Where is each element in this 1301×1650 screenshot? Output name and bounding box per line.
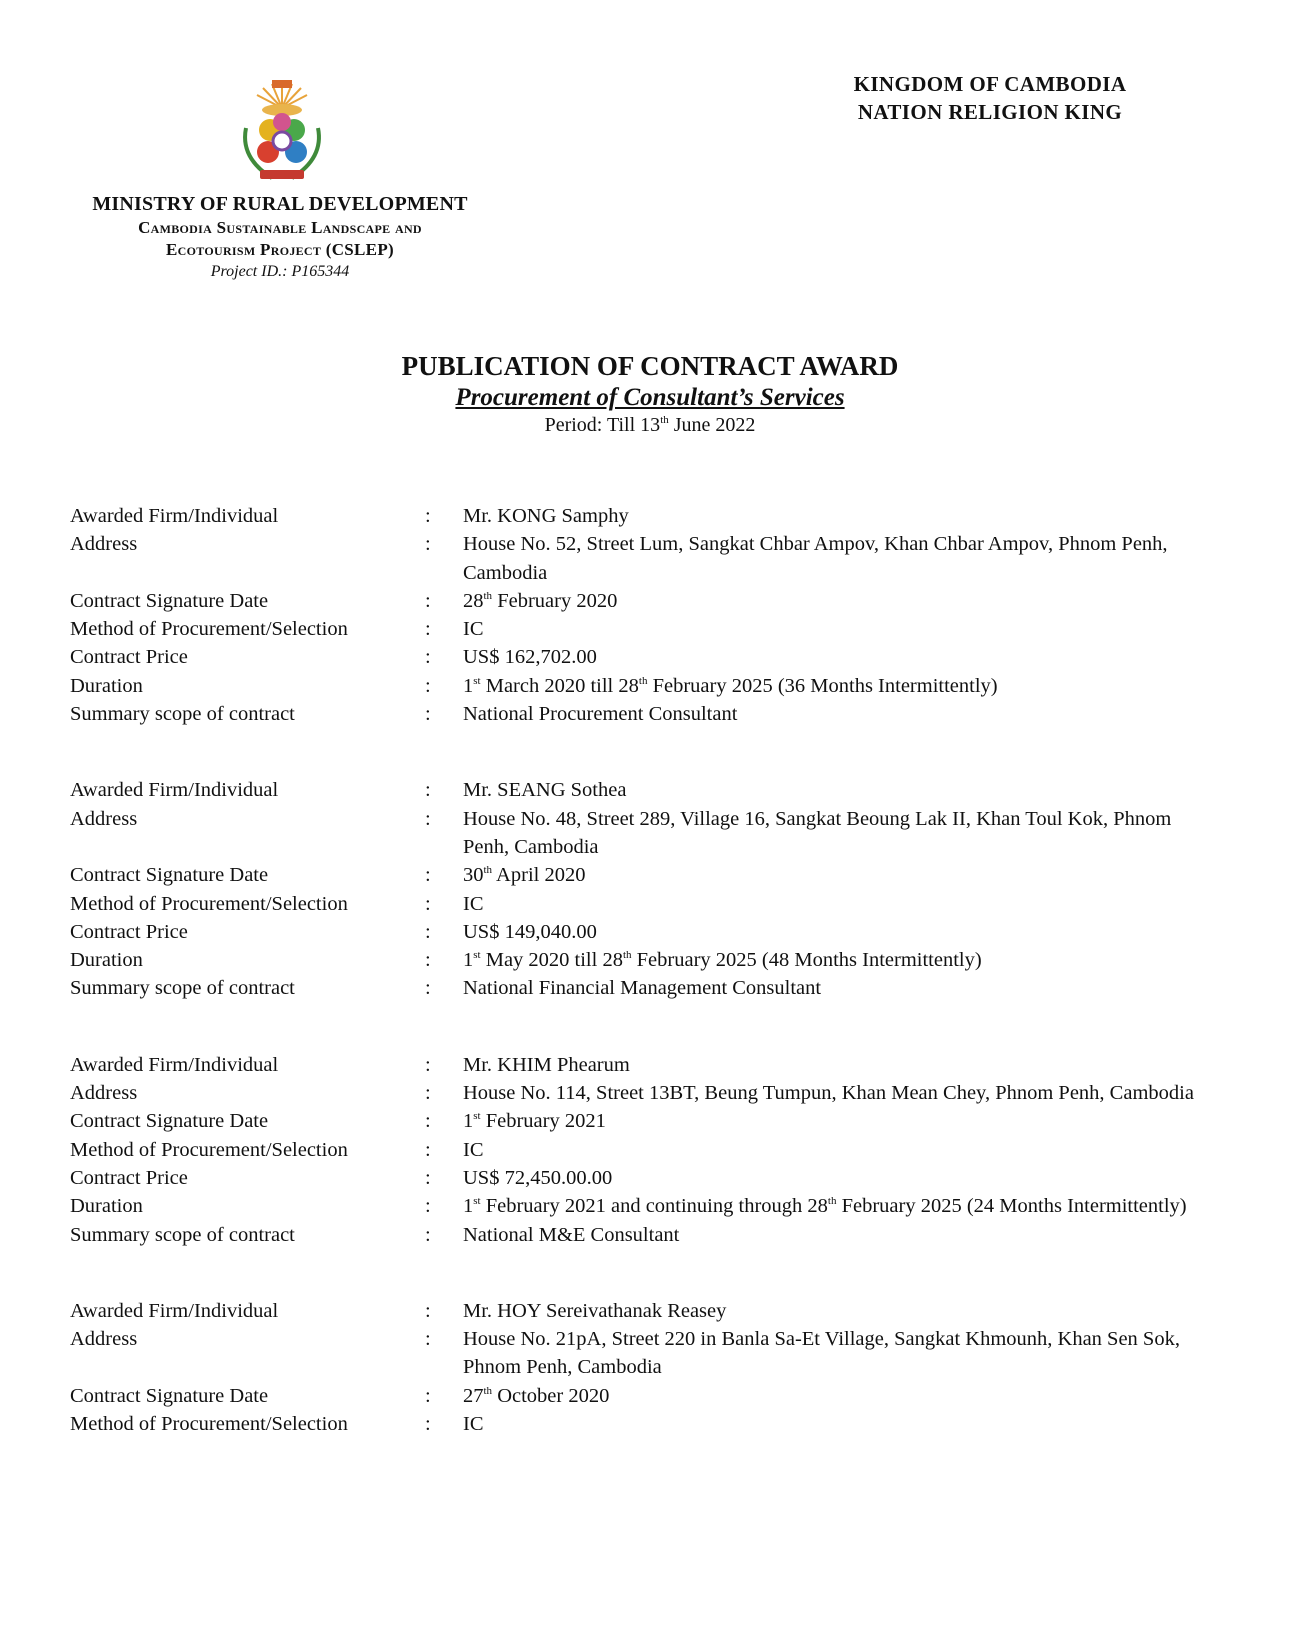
colon: :	[425, 1166, 431, 1189]
firm-row	[70, 776, 1240, 804]
firm-label: Awarded Firm/Individual	[70, 1299, 279, 1322]
duration-row	[70, 946, 1240, 974]
colon: :	[425, 703, 431, 726]
colon: :	[425, 1299, 431, 1322]
period-prefix: Period: Till 13	[544, 414, 661, 436]
colon: :	[425, 1053, 431, 1076]
address-row	[70, 530, 1240, 587]
colon: :	[425, 977, 431, 1000]
colon: :	[425, 1195, 431, 1218]
signature-date-value: 30th April 2020	[463, 864, 586, 887]
method-value: IC	[463, 618, 484, 641]
colon: :	[425, 646, 431, 669]
price-label: Contract Price	[70, 1166, 188, 1189]
address-label: Address	[70, 1082, 138, 1105]
price-value: US$ 149,040.00	[463, 920, 597, 943]
signature-date-value: 27th October 2020	[463, 1384, 610, 1407]
document-title-block	[300, 351, 1000, 437]
scope-row	[70, 974, 1240, 1002]
project-name-line1: Cambodia Sustainable Landscape and	[138, 218, 422, 237]
signature-date-row	[70, 861, 1240, 889]
colon: :	[425, 949, 431, 972]
colon: :	[425, 618, 431, 641]
address-value: House No. 114, Street 13BT, Beung Tumpun, Khan Mean Chey, Phnom Penh, Cambodia	[463, 1082, 1194, 1105]
project-name-line2: Ecotourism Project (CSLEP)	[166, 240, 394, 259]
price-label: Contract Price	[70, 920, 188, 943]
colon: :	[425, 892, 431, 915]
contract-record	[70, 1297, 1240, 1438]
method-label: Method of Procurement/Selection	[70, 1413, 348, 1436]
colon: :	[425, 1384, 431, 1407]
address-value: House No. 52, Street Lum, Sangkat Chbar Ampov, Khan Chbar Ampov, Phnom Penh, Cambodia	[463, 533, 1168, 584]
address-row	[70, 1079, 1240, 1107]
price-value: US$ 162,702.00	[463, 646, 597, 669]
duration-value: 1st March 2020 till 28th February 2025 (36 Months Intermittently)	[463, 674, 998, 697]
method-row	[70, 1410, 1240, 1438]
colon: :	[425, 1110, 431, 1133]
colon: :	[425, 920, 431, 943]
colon: :	[425, 1328, 431, 1351]
signature-date-row	[70, 1382, 1240, 1410]
duration-value: 1st February 2021 and continuing through 28th February 2025 (24 Months Intermittently)	[463, 1195, 1187, 1218]
colon: :	[425, 533, 431, 556]
price-row	[70, 643, 1240, 671]
signature-date-label: Contract Signature Date	[70, 1384, 269, 1407]
period-line	[300, 414, 1000, 437]
colon: :	[425, 589, 431, 612]
ministry-header	[60, 193, 500, 281]
method-label: Method of Procurement/Selection	[70, 892, 348, 915]
method-row	[70, 615, 1240, 643]
document-title: PUBLICATION OF CONTRACT AWARD	[401, 351, 899, 381]
kingdom-header	[800, 70, 1180, 126]
firm-row	[70, 1297, 1240, 1325]
method-row	[70, 1136, 1240, 1164]
period-sup: th	[660, 414, 669, 426]
scope-row	[70, 700, 1240, 728]
firm-label: Awarded Firm/Individual	[70, 779, 279, 802]
firm-row	[70, 502, 1240, 530]
method-value: IC	[463, 1413, 484, 1436]
method-value: IC	[463, 892, 484, 915]
period-suffix: June 2022	[668, 414, 756, 436]
price-row	[70, 918, 1240, 946]
method-row	[70, 890, 1240, 918]
firm-label: Awarded Firm/Individual	[70, 1053, 279, 1076]
address-label: Address	[70, 1328, 138, 1351]
firm-label: Awarded Firm/Individual	[70, 505, 279, 527]
scope-value: National Procurement Consultant	[463, 703, 738, 726]
colon: :	[425, 1223, 431, 1246]
colon: :	[425, 505, 431, 527]
address-value: House No. 48, Street 289, Village 16, Sangkat Beoung Lak II, Khan Toul Kok, Phnom Penh, Cambodia	[463, 807, 1172, 858]
firm-value: Mr. KHIM Phearum	[463, 1053, 630, 1076]
address-row	[70, 805, 1240, 862]
duration-label: Duration	[70, 949, 143, 972]
signature-date-row	[70, 1107, 1240, 1135]
ministry-logo	[232, 78, 332, 190]
contract-records	[70, 502, 1240, 1486]
firm-row	[70, 1051, 1240, 1079]
colon: :	[425, 1413, 431, 1436]
colon: :	[425, 807, 431, 830]
price-row	[70, 1164, 1240, 1192]
firm-value: Mr. KONG Samphy	[463, 505, 629, 527]
scope-label: Summary scope of contract	[70, 977, 295, 1000]
duration-row	[70, 1192, 1240, 1220]
price-label: Contract Price	[70, 646, 188, 669]
contract-record	[70, 776, 1240, 1002]
kingdom-line2: NATION RELIGION KING	[857, 100, 1123, 124]
scope-label: Summary scope of contract	[70, 703, 295, 726]
contract-record	[70, 1051, 1240, 1249]
address-value: House No. 21pA, Street 220 in Banla Sa-Et Village, Sangkat Khmounh, Khan Sen Sok, Phnom Penh, Cambodia	[463, 1328, 1180, 1379]
method-label: Method of Procurement/Selection	[70, 1138, 348, 1161]
scope-row	[70, 1221, 1240, 1249]
signature-date-row	[70, 587, 1240, 615]
firm-value: Mr. SEANG Sothea	[463, 779, 627, 802]
scope-label: Summary scope of contract	[70, 1223, 295, 1246]
address-row	[70, 1325, 1240, 1382]
signature-date-label: Contract Signature Date	[70, 589, 269, 612]
colon: :	[425, 1138, 431, 1161]
colon: :	[425, 779, 431, 802]
duration-label: Duration	[70, 1195, 143, 1218]
project-id: Project ID.: P165344	[210, 263, 350, 280]
colon: :	[425, 674, 431, 697]
address-label: Address	[70, 807, 138, 830]
document-subtitle: Procurement of Consultant’s Services	[455, 384, 845, 411]
ministry-name: MINISTRY OF RURAL DEVELOPMENT	[92, 193, 468, 215]
signature-date-label: Contract Signature Date	[70, 1110, 269, 1133]
duration-row	[70, 672, 1240, 700]
kingdom-line1: KINGDOM OF CAMBODIA	[853, 72, 1127, 96]
colon: :	[425, 864, 431, 887]
contract-record	[70, 502, 1240, 728]
signature-date-label: Contract Signature Date	[70, 864, 269, 887]
duration-label: Duration	[70, 674, 143, 697]
firm-value: Mr. HOY Sereivathanak Reasey	[463, 1299, 727, 1322]
scope-value: National Financial Management Consultant	[463, 977, 822, 1000]
method-value: IC	[463, 1138, 484, 1161]
method-label: Method of Procurement/Selection	[70, 618, 348, 641]
colon: :	[425, 1082, 431, 1105]
signature-date-value: 1st February 2021	[463, 1110, 606, 1133]
duration-value: 1st May 2020 till 28th February 2025 (48 Months Intermittently)	[463, 949, 982, 972]
price-value: US$ 72,450.00.00	[463, 1166, 613, 1189]
address-label: Address	[70, 533, 138, 556]
signature-date-value: 28th February 2020	[463, 589, 618, 612]
scope-value: National M&E Consultant	[463, 1223, 680, 1246]
